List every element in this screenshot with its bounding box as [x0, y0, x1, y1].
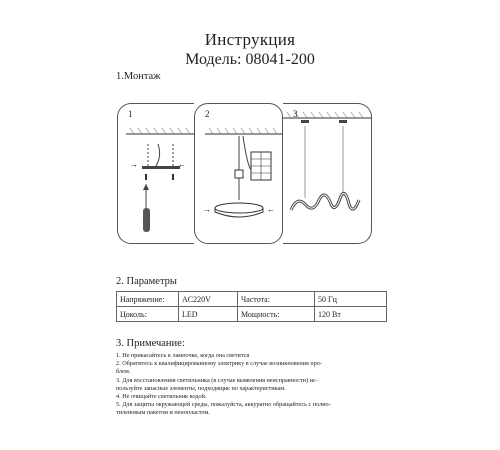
param-value: AC220V: [179, 292, 238, 307]
table-row: [117, 307, 387, 322]
param-value: LED: [179, 307, 238, 322]
step-number-3: 3: [293, 109, 298, 119]
list-item: пользуйте запасные элементы, подходящие по характеристикам.: [116, 384, 286, 392]
mount-step-2-panel: [194, 103, 283, 244]
step-2-illustration: [195, 104, 283, 244]
notes-list: [116, 352, 386, 418]
list-item: 3. Для восстановления светильника (в случае выявления неисправности) ис-: [116, 376, 318, 384]
list-item: 5. Для защиты окружающей среды, пожалуйста, аккуратно обращайтесь с полио-: [116, 401, 331, 409]
model-line: Модель: 08041-200: [185, 51, 315, 68]
param-label: Мощность:: [238, 307, 315, 322]
param-value: 120 Вт: [315, 307, 387, 322]
mount-step-3-panel: [283, 103, 372, 244]
table-row: [117, 292, 387, 307]
list-item: 1. Не прикасайтесь к лампочке, когда она светится: [116, 352, 250, 359]
step-3-illustration: [283, 104, 372, 244]
svg-text:←: ←: [178, 160, 186, 169]
param-label: Цоколь:: [117, 307, 179, 322]
step-number-1: 1: [128, 109, 133, 119]
param-value: 50 Гц: [315, 292, 387, 307]
section-notes-heading: 3. Примечание:: [116, 338, 185, 349]
mount-step-1-panel: [117, 103, 194, 244]
step-1-illustration: [118, 104, 194, 244]
list-item: 2. Обратитесь к квалифицированному электрику в случае возникновения про-: [116, 360, 322, 368]
list-item: блем.: [116, 368, 131, 376]
step-number-2: 2: [205, 109, 210, 119]
section-parameters-heading: 2. Параметры: [116, 276, 177, 287]
parameters-table: [116, 291, 387, 322]
param-label: Частота:: [238, 292, 315, 307]
section-mounting-heading: 1.Монтаж: [116, 71, 161, 82]
svg-text:←: ←: [267, 205, 275, 214]
param-label: Напряжение:: [117, 292, 179, 307]
svg-text:→: →: [203, 205, 211, 214]
list-item: 4. Не очищайте светильник водой.: [116, 393, 207, 401]
list-item: тиленовым пакетом и пенопластом.: [116, 409, 210, 417]
document-title: Инструкция: [204, 30, 296, 49]
svg-text:→: →: [130, 160, 138, 169]
